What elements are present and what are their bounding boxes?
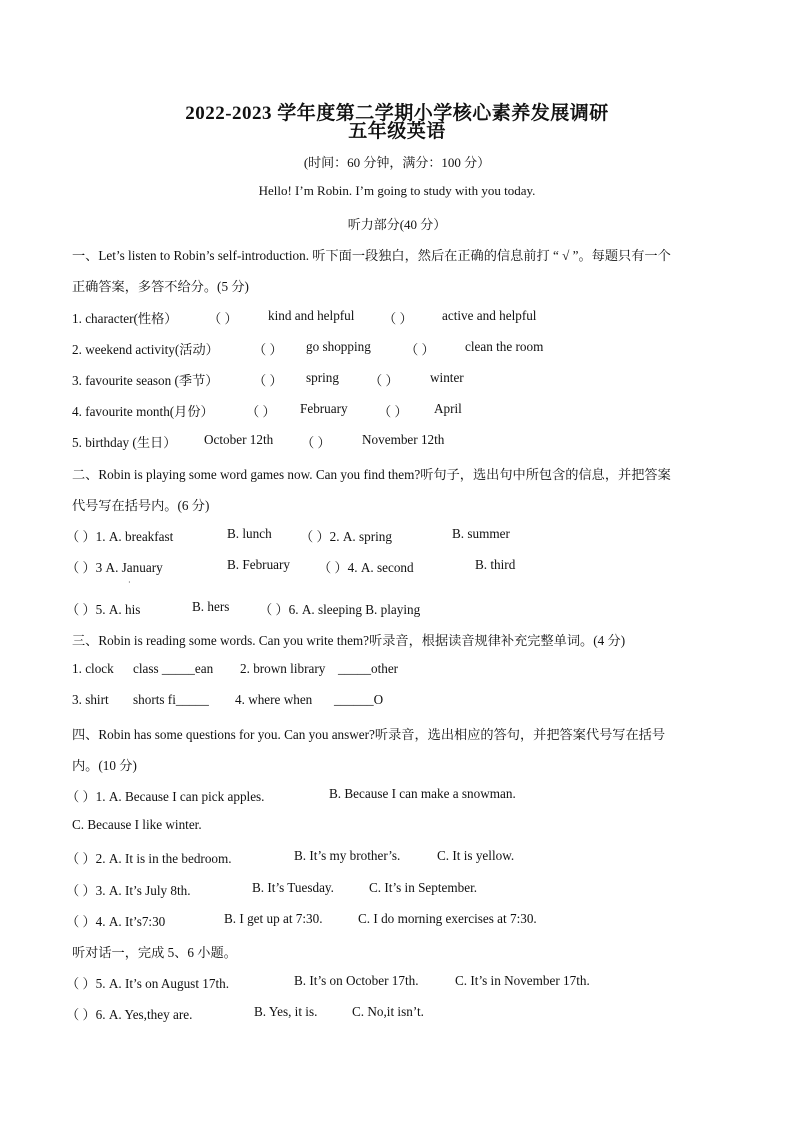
question-item[interactable]: （ ）6. A. sleeping B. playing: [259, 602, 421, 617]
row-label: 4. favourite month(月份）: [72, 404, 214, 419]
section2-heading-line1: 二、Robin is playing some word games now. Can you find them?听句子，选出句中所包含的信息，并把答案: [72, 467, 671, 482]
word-item: 2. brown library: [240, 661, 326, 676]
option-text: clean the room: [465, 339, 544, 354]
option-text: October 12th: [204, 432, 274, 447]
option-text: C. No,it isn’t.: [352, 1004, 424, 1019]
option-text: B. lunch: [227, 526, 272, 541]
fill-blank[interactable]: shorts fi_____: [133, 692, 209, 707]
option-text: B. third: [475, 557, 516, 572]
option-text: November 12th: [362, 432, 445, 447]
section4-heading-line2: 内。(10 分): [72, 758, 137, 773]
option-text: kind and helpful: [268, 308, 355, 323]
question-item[interactable]: （ ）1. A. Because I can pick apples.: [66, 789, 265, 804]
question-item[interactable]: （ ）2. A. It is in the bedroom.: [66, 851, 232, 866]
option-text: April: [434, 401, 462, 416]
question-item[interactable]: （ ）3. A. It’s July 8th.: [66, 883, 191, 898]
row-label: 2. weekend activity(活动）: [72, 342, 219, 357]
fill-blank[interactable]: _____other: [338, 661, 399, 676]
option-text: C. It’s in September.: [369, 880, 478, 895]
greeting: Hello! I’m Robin. I’m going to study with you today.: [258, 183, 536, 198]
option-text: B. I get up at 7:30.: [224, 911, 323, 926]
word-item: 4. where when: [235, 692, 313, 707]
answer-bracket[interactable]: （ ）: [246, 404, 276, 419]
answer-bracket[interactable]: （ ）: [383, 311, 413, 326]
answer-bracket[interactable]: （ ）: [253, 342, 283, 357]
exam-title: 2022-2023 学年度第二学期小学核心素养发展调研: [185, 103, 609, 124]
option-text: B. It’s my brother’s.: [294, 848, 401, 863]
exam-info: (时间：60 分钟，满分：100 分）: [303, 155, 491, 170]
option-text: B. Because I can make a snowman.: [329, 786, 516, 801]
dialogue-instruction: 听对话一，完成 5、6 小题。: [72, 945, 237, 960]
section4-heading-line1: 四、Robin has some questions for you. Can you answer?听录音，选出相应的答句，并把答案代号写在括号: [72, 727, 666, 742]
answer-bracket[interactable]: （ ）: [405, 342, 435, 357]
question-item[interactable]: （ ）4. A. It’s7:30: [66, 914, 166, 929]
row-label: 3. favourite season (季节）: [72, 373, 219, 388]
word-item: 3. shirt: [72, 692, 109, 707]
option-text: B. Yes, it is.: [254, 1004, 318, 1019]
stray-dot-mark: ·: [128, 578, 131, 587]
option-text: B. hers: [192, 599, 230, 614]
option-text: C. It’s in November 17th.: [455, 973, 590, 988]
answer-bracket[interactable]: （ ）: [208, 311, 238, 326]
option-text: active and helpful: [442, 308, 537, 323]
word-item: 1. clock: [72, 661, 114, 676]
option-text: B. summer: [452, 526, 510, 541]
question-item[interactable]: （ ）3 A. January: [66, 560, 163, 575]
exam-subtitle: 五年级英语: [348, 121, 446, 142]
question-item[interactable]: （ ）5. A. his: [66, 602, 141, 617]
section1-heading-line2: 正确答案，多答不给分。(5 分): [72, 279, 249, 294]
option-text: B. It’s on October 17th.: [294, 973, 419, 988]
section3-heading: 三、Robin is reading some words. Can you write them?听录音，根据读音规律补充完整单词。(4 分): [72, 633, 626, 648]
answer-bracket[interactable]: （ ）: [378, 404, 408, 419]
option-text: B. It’s Tuesday.: [252, 880, 334, 895]
option-text: February: [300, 401, 348, 416]
answer-bracket[interactable]: （ ）: [253, 373, 283, 388]
section1-heading-line1: 一、Let’s listen to Robin’s self-introduction. 听下面一段独白，然后在正确的信息前打 “ √ ”。每题只有一个: [72, 248, 671, 263]
section2-heading-line2: 代号写在括号内。(6 分): [72, 498, 210, 513]
option-text: C. I do morning exercises at 7:30.: [358, 911, 537, 926]
option-text: C. Because I like winter.: [72, 817, 202, 832]
fill-blank[interactable]: class _____ean: [133, 661, 214, 676]
question-item[interactable]: （ ）2. A. spring: [300, 529, 392, 544]
option-text: spring: [306, 370, 339, 385]
fill-blank[interactable]: ______O: [334, 692, 384, 707]
option-text: C. It is yellow.: [437, 848, 515, 863]
row-label: 5. birthday (生日）: [72, 435, 177, 450]
listening-part-label: 听力部分(40 分）: [347, 217, 447, 232]
row-label: 1. character(性格）: [72, 311, 178, 326]
question-item[interactable]: （ ）5. A. It’s on August 17th.: [66, 976, 230, 991]
answer-bracket[interactable]: （ ）: [369, 373, 399, 388]
option-text: go shopping: [306, 339, 371, 354]
question-item[interactable]: （ ）4. A. second: [318, 560, 414, 575]
question-item[interactable]: （ ）6. A. Yes,they are.: [66, 1007, 193, 1022]
answer-bracket[interactable]: （ ）: [301, 435, 331, 450]
question-item[interactable]: （ ）1. A. breakfast: [66, 529, 174, 544]
option-text: winter: [430, 370, 464, 385]
option-text: B. February: [227, 557, 290, 572]
